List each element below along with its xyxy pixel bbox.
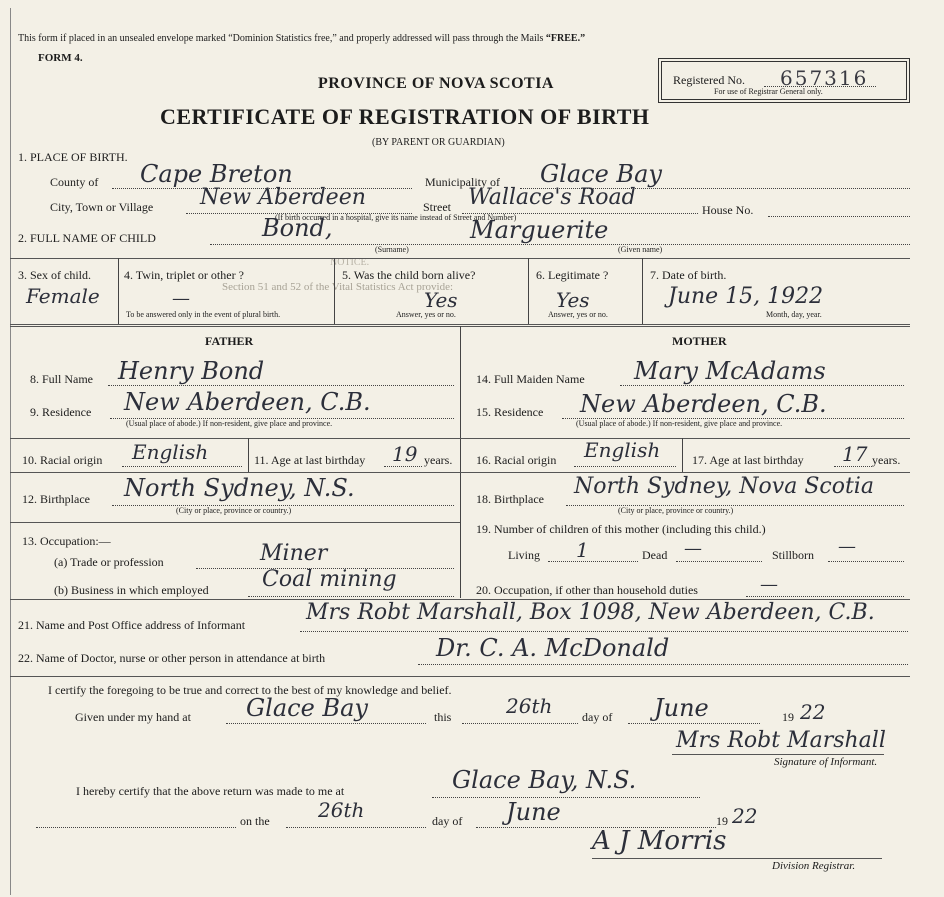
dead-line [676,561,762,562]
reg-day-value: 26th [318,798,365,822]
mother-abode-note: (Usual place of abode.) If non-resident, give place and province. [576,419,783,428]
doctor-line [418,664,908,665]
certificate-title: CERTIFICATE OF REGISTRATION OF BIRTH [160,104,650,129]
stillborn-value: — [838,536,856,557]
bleed-line: Section 51 and 52 of the Vital Statistics Act provide: [222,281,454,293]
given-place-line [226,723,426,724]
year-value: 22 [800,700,826,724]
county-label: County of [50,175,99,189]
father-occupation-top [10,522,460,523]
hospital-note: (If birth occurred in a hospital, give its name instead of Street and Number) [275,213,517,222]
year-prefix: 19 [782,710,794,724]
registrar-use-note: For use of Registrar General only. [714,87,823,96]
father-business-value: Coal mining [262,567,397,592]
mother-years: years. [872,453,901,467]
living-label: Living [508,548,540,562]
father-racial-bottom [10,472,460,473]
informant-signature: Mrs Robt Marshall [676,728,886,753]
municipality-value: Glace Bay [540,160,662,188]
twin-value: — [172,288,190,309]
father-residence-label: 9. Residence [30,405,92,419]
street-label: Street [423,200,451,214]
form-number: FORM 4. [38,52,83,64]
informant-line [300,631,908,632]
house-line [768,216,910,217]
father-racial-label: 10. Racial origin [22,453,103,467]
mother-heading: MOTHER [672,334,727,348]
house-label: House No. [702,203,754,217]
mother-name-value: Mary McAdams [634,357,826,385]
twin-note: To be answered only in the event of plural birth. [126,310,281,319]
father-racial-value: English [132,440,209,464]
registrar-signature-label: Division Registrar. [772,860,856,872]
father-age-value: 19 [392,442,418,466]
informant-value: Mrs Robt Marshall, Box 1098, New Aberdeen, C.B. [306,600,875,625]
mother-racial-bottom [460,472,910,473]
mother-occupation-label: 20. Occupation, if other than household duties [476,583,698,597]
reg-year-prefix: 19 [716,814,728,828]
mother-age-label: 17. Age at last birthday [692,453,804,467]
county-value: Cape Breton [140,160,293,188]
mother-racial-divider [682,438,683,472]
mother-residence-label: 15. Residence [476,405,544,419]
mother-racial-line [574,466,676,467]
on-the-label: on the [240,814,270,828]
father-age-label: 11. Age at last birthday [254,453,366,467]
certificate-subtitle: (BY PARENT OR GUARDIAN) [372,137,505,148]
city-label: City, Town or Village [50,200,154,214]
date-note: Month, day, year. [766,310,822,319]
father-trade-value: Miner [260,541,328,566]
legitimate-note: Answer, yes or no. [548,310,608,319]
mother-birthplace-note: (City or place, province or country.) [618,506,734,515]
mother-occupation-value: — [760,574,778,595]
mother-birthplace-line [566,505,904,506]
father-name-line [108,385,454,386]
reg-month-value: June [506,798,561,826]
father-residence-value: New Aberdeen, C.B. [124,388,371,416]
registrar-text: I hereby certify that the above return was made to me at [76,784,345,798]
details-divider-4 [642,258,643,324]
child-surname: Bond, [262,214,333,242]
dead-label: Dead [642,548,668,562]
informant-label: 21. Name and Post Office address of Informant [18,618,246,632]
informant-signature-line [672,754,884,755]
doctor-value: Dr. C. A. McDonald [436,634,670,662]
child-name-label: 2. FULL NAME OF CHILD [18,231,156,245]
alive-value: Yes [424,288,458,312]
month-line [628,723,760,724]
place-of-birth-label: 1. PLACE OF BIRTH. [18,150,128,164]
registered-label: Registered No. [673,73,745,87]
details-bottom-rule [10,324,910,325]
father-heading: FATHER [205,334,254,348]
registered-number: 657316 [780,66,869,90]
informant-signature-label: Signature of Informant. [774,756,878,768]
bleed-notice: NOTICE. [330,257,370,268]
father-trade-label: (a) Trade or profession [54,555,164,569]
twin-label: 4. Twin, triplet or other ? [124,268,244,282]
mother-birthplace-label: 18. Birthplace [476,492,544,506]
mother-residence-value: New Aberdeen, C.B. [580,390,827,418]
given-name-caption: (Given name) [618,245,663,254]
father-name-label: 8. Full Name [30,372,93,386]
father-racial-divider [248,438,249,472]
day-line [462,723,578,724]
mother-occupation-line [746,596,904,597]
parents-divider [460,326,461,598]
alive-label: 5. Was the child born alive? [342,268,476,282]
legitimate-value: Yes [556,288,590,312]
registrar-signature: A J Morris [592,826,727,856]
reg-day-line [286,827,426,828]
reg-year-value: 22 [732,804,758,828]
certify-text: I certify the foregoing to be true and correct to the best of my knowledge and belief. [48,683,452,697]
date-label: 7. Date of birth. [650,268,727,282]
day-of-label: day of [582,710,613,724]
mother-age-value: 17 [842,442,868,466]
father-business-line [248,596,454,597]
details-divider-2 [334,258,335,324]
dead-value: — [684,538,702,559]
given-label: Given under my hand at [75,710,191,724]
father-birthplace-label: 12. Birthplace [22,492,90,506]
details-top-rule [10,258,910,259]
father-birthplace-value: North Sydney, N.S. [124,474,355,502]
province-heading: PROVINCE OF NOVA SCOTIA [318,75,554,92]
this-label: this [434,710,452,724]
mother-racial-top [460,438,910,439]
living-value: 1 [576,538,589,562]
mother-name-line [620,385,904,386]
month-value: June [654,694,709,722]
father-birthplace-note: (City or place, province or country.) [176,506,292,515]
father-business-label: (b) Business in which employed [54,583,209,597]
father-abode-note: (Usual place of abode.) If non-resident, give place and province. [126,419,333,428]
mother-racial-value: English [584,438,661,462]
day-value: 26th [506,694,553,718]
mother-racial-label: 16. Racial origin [476,453,557,467]
registrar-place-line [432,797,700,798]
father-age-line [384,466,422,467]
surname-caption: (Surname) [375,245,409,254]
city-value: New Aberdeen [200,185,366,210]
father-years: years. [424,453,453,467]
child-name-line [210,244,910,245]
certify-rule [10,676,910,677]
sex-value: Female [26,284,100,308]
mail-note: This form if placed in an unsealed envelope marked “Dominion Statistics free,” and properly addressed will pass through the Mails “FREE.” [18,33,586,44]
doctor-label: 22. Name of Doctor, nurse or other person in attendance at birth [18,651,326,665]
registrar-place-value: Glace Bay, N.S. [452,766,637,794]
father-racial-line [122,466,242,467]
legitimate-label: 6. Legitimate ? [536,268,609,282]
children-label: 19. Number of children of this mother (including this child.) [476,522,766,536]
municipality-label: Municipality of [425,175,500,189]
sex-label: 3. Sex of child. [18,268,91,282]
mother-age-line [834,466,872,467]
child-given-name: Marguerite [470,216,609,244]
registrar-signature-line [592,858,882,859]
mother-birthplace-value: North Sydney, Nova Scotia [574,474,874,499]
registrar-lead-line [36,827,236,828]
stillborn-label: Stillborn [772,548,815,562]
date-value: June 15, 1922 [668,284,824,309]
mother-name-label: 14. Full Maiden Name [476,372,585,386]
details-divider-3 [528,258,529,324]
father-name-value: Henry Bond [118,357,265,385]
father-racial-top [10,438,460,439]
details-divider-1 [118,258,119,324]
father-occupation-label: 13. Occupation:— [22,534,111,548]
stillborn-line [828,561,904,562]
alive-note: Answer, yes or no. [396,310,456,319]
street-value: Wallace's Road [468,185,636,210]
reg-day-of-label: day of [432,814,463,828]
given-place-value: Glace Bay [246,694,368,722]
living-line [548,561,638,562]
